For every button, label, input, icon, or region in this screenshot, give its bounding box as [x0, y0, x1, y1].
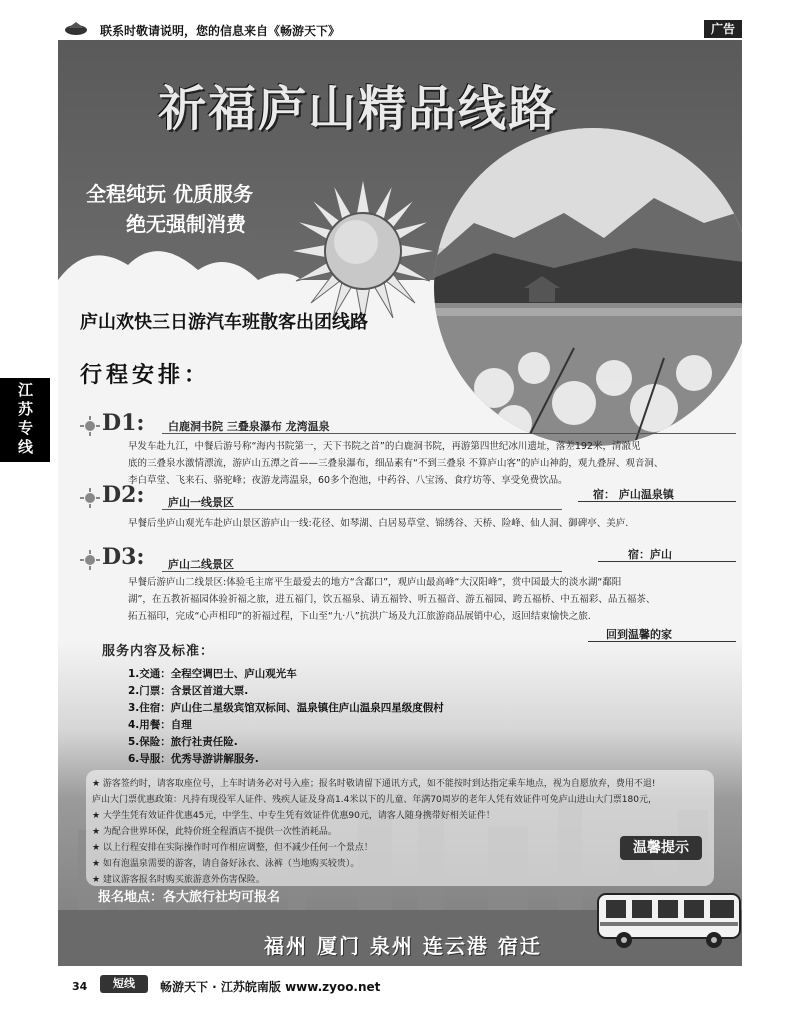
sun-bullet-icon — [80, 550, 100, 570]
divider — [588, 641, 736, 642]
route-title: 庐山欢快三日游汽车班散客出团线路 — [80, 312, 368, 333]
lushan-lake-photo — [434, 128, 742, 446]
service-item: 6.导服：优秀导游讲解服务. — [128, 753, 259, 765]
note-line: ★ 建议游客报名时购买旅游意外伤害保险。 — [92, 875, 265, 885]
service-item: 2.门票：含景区首道大票. — [128, 685, 249, 697]
note-line: ★ 为配合世界环保，此特价班全程酒店不提供一次性消耗品。 — [92, 827, 337, 837]
divider — [598, 561, 736, 562]
day-1-text-line-3: 李白草堂、飞来石、骆驼峰；夜游龙湾温泉，60多个泡池，中药谷、八宝汤、食疗坊等、享受免费饮品。 — [128, 475, 568, 486]
ad-panel — [58, 40, 742, 966]
day-2-text-line-1: 早餐后坐庐山观光车赴庐山景区游庐山一线:花径、如琴湖、白居易草堂、锦绣谷、天桥、险峰、仙人洞、御碑亭、美庐. — [128, 518, 629, 529]
note-line: 庐山大门票优惠政策：凡持有现役军人证件、残疾人证及身高1.4米以下的儿童、年满70周岁的老年人凭有效证件可免庐山进山大门票180元， — [92, 795, 657, 805]
day-1-stay: 宿： 庐山温泉镇 — [593, 488, 674, 501]
divider — [162, 433, 736, 434]
day-2-title: 庐山一线景区 — [168, 496, 234, 509]
day-3-title: 庐山二线景区 — [168, 558, 234, 571]
day-1-label: D1: — [102, 410, 145, 436]
day-1-text-line-1: 早发车赴九江，中餐后游号称“海内书院第一，天下书院之首”的白鹿洞书院，再游第四世纪冰川遗址，落差192米，清澈见 — [128, 441, 641, 452]
note-line: ★ 游客签约时，请客取座位号，上车时请务必对号入座；报名时敬请留下通讯方式，如不能按时到达指定乘车地点，视为自愿放弃，费用不退! — [92, 779, 656, 789]
note-line: ★ 如有泡温泉需要的游客，请自备好泳衣、泳裤（当地购买较贵）。 — [92, 859, 360, 869]
signup-location: 报名地点：各大旅行社均可报名 — [98, 890, 281, 905]
departure-cities: 福州 厦门 泉州 连云港 宿迁 — [264, 934, 542, 958]
ad-tag: 广告 — [704, 20, 742, 38]
slogan-line-2: 绝无强制消费 — [126, 212, 246, 236]
day-1-title: 白鹿洞书院 三叠泉瀑布 龙湾温泉 — [168, 420, 330, 433]
sun-icon — [288, 176, 438, 326]
magazine-logo-icon — [64, 20, 88, 36]
page-number: 34 — [72, 980, 88, 993]
service-item: 5.保险：旅行社责任险. — [128, 736, 238, 748]
day-2-stay: 宿：庐山 — [628, 548, 672, 561]
page-title: 祈福庐山精品线路 — [158, 81, 559, 137]
services-heading: 服务内容及标准： — [102, 644, 215, 659]
section-side-tab: 江苏专线 — [0, 378, 50, 462]
day-3-text-line-2: 湖”，在五教祈福园体验祈福之旅，进五福门，饮五福泉、请五福铃、听五福音、游五福园、跨五福桥、中五福彩、品五福茶、 — [128, 594, 656, 605]
service-item: 3.住宿：庐山住二星级宾馆双标间、温泉镇住庐山温泉四星级度假村 — [128, 702, 444, 714]
service-item: 1.交通：全程空调巴士、庐山观光车 — [128, 668, 297, 680]
service-item: 4.用餐：自理 — [128, 719, 192, 731]
sun-bullet-icon — [80, 416, 100, 436]
day-3-label: D3: — [102, 544, 145, 570]
divider — [578, 501, 736, 502]
day-3-text-line-1: 早餐后游庐山二线景区:体验毛主席平生最爱去的地方“含鄱口”，观庐山最高峰“大汉阳峰”，赏中国最大的淡水湖“鄱阳 — [128, 577, 622, 588]
tips-badge: 温馨提示 — [620, 836, 702, 860]
bus-icon — [596, 888, 742, 950]
divider — [162, 509, 562, 510]
day-1-text-line-2: 底的三叠泉水激情漂流，游庐山五潭之首——三叠泉瀑布，细品素有“不到三叠泉 不算庐山客”的庐山神韵，观九叠屏、观音洞、 — [128, 458, 664, 469]
note-line: ★ 大学生凭有效证件优惠45元，中学生、中专生凭有效证件优惠90元，请客人随身携带好相关证件！ — [92, 811, 495, 821]
schedule-heading: 行程安排： — [80, 363, 211, 388]
day-3-stay: 回到温馨的家 — [606, 628, 672, 641]
sun-bullet-icon — [80, 488, 100, 508]
day-3-text-line-3: 拓五福印，完成“心声相印”的祈福过程，下山至“九·八”抗洪广场及九江旅游商品展销中心，返回结束愉快之旅. — [128, 611, 591, 622]
note-line: ★ 以上行程安排在实际操作时可作相应调整，但不减少任何一个景点！ — [92, 843, 373, 853]
header-notice: 联系时敬请说明，您的信息来自《畅游天下》 — [100, 24, 341, 38]
day-2-label: D2: — [102, 482, 145, 508]
divider — [162, 571, 562, 572]
slogan-line-1: 全程纯玩 优质服务 — [86, 182, 253, 206]
section-badge: 短线 — [100, 975, 148, 993]
footer-publication: 畅游天下 · 江苏皖南版 www.zyoo.net — [160, 980, 381, 994]
